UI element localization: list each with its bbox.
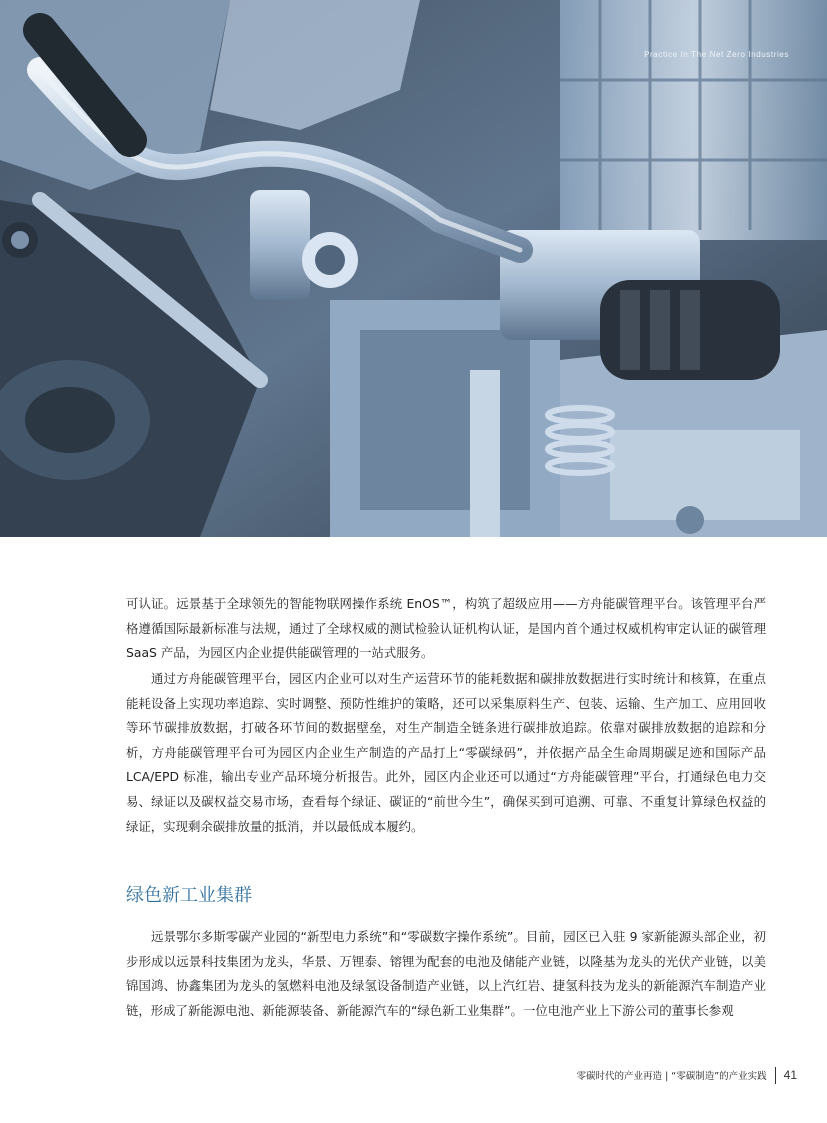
section-paragraph: 远景鄂尔多斯零碳产业园的“新型电力系统”和“零碳数字操作系统”。目前，园区已入驻 9 家新能源头部企业，初步形成以远景科技集团为龙头，华景、万锂泰、镕锂为配套的电池及储能产业链，以隆基为龙头的光伏产业链，以美锦国鸿、协鑫集团为龙头的氢燃料电池及绿氢设备制造产业链，以上汽红岩、捷氢科技为龙头的新能源汽车制造产业链，形成了新能源电池、新能源装备、新能源汽车的“绿色新工业集群”。一位电池产业上下游公司的董事长参观 [126, 929, 766, 1018]
body-paragraph: 可认证。远景基于全球领先的智能物联网操作系统 EnOS™，构筑了超级应用——方舟能碳管理平台。该管理平台严格遵循国际最新标准与法规，通过了全球权威的测试检验认证机构认证，是国内首个通过权威机构审定认证的碳管理 SaaS 产品，为园区内企业提供能碳管理的一站式服务。 [126, 596, 766, 661]
hero-caption: Practice In The Net Zero Industries [644, 50, 789, 59]
running-title: 零碳时代的产业再造 | “零碳制造”的产业实践 [576, 1071, 767, 1082]
footer-divider [775, 1067, 776, 1084]
body-paragraph: 通过方舟能碳管理平台，园区内企业可以对生产运营环节的能耗数据和碳排放数据进行实时统计和核算，在重点能耗设备上实现功率追踪、实时调整、预防性维护的策略，还可以采集原料生产、包装、运输、生产加工、应用回收等环节碳排放数据，打破各环节间的数据壁垒，对生产制造全链条进行碳排放追踪。依靠对碳排放数据的追踪和分析，方舟能碳管理平台可为园区内企业生产制造的产品打上“零碳绿码”，并依据产品全生命周期碳足迹和国际产品 LCA/EPD 标准，输出专业产品环境分析报告。此外，园区内企业还可以通过“方舟能碳管理”平台，打通绿色电力交易、绿证以及碳权益交易市场，查看每个绿证、碳证的“前世今生”，确保买到可追溯、可靠、不重复计算绿色权益的绿证，实现剩余碳排放量的抵消，并以最低成本履约。 [126, 671, 766, 834]
engine-illustration [0, 0, 827, 537]
page-footer [577, 1066, 797, 1084]
section-heading: 绿色新工业集群 [126, 885, 252, 906]
hero-engine-photo [0, 0, 827, 537]
page-number: 41 [783, 1068, 797, 1082]
